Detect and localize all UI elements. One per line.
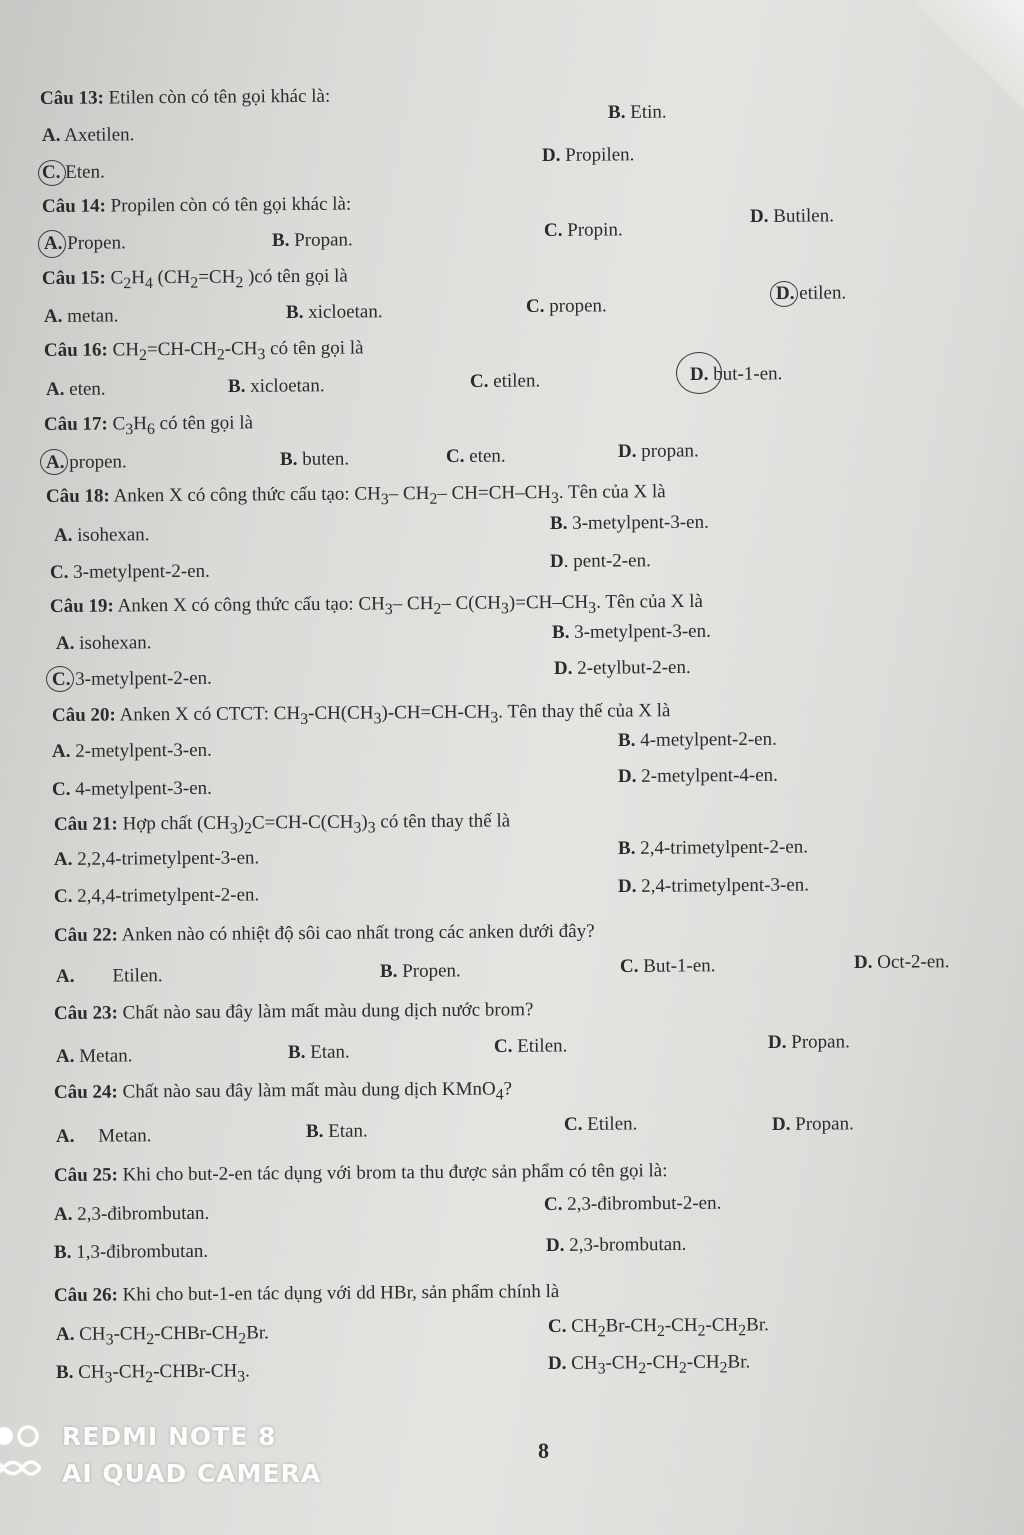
q21-option-a: A. 2,2,4-trimetylpent-3-en.	[53, 847, 260, 870]
watermark-device: REDMI NOTE 8	[62, 1422, 277, 1451]
q17-option-c: C. eten.	[445, 445, 506, 467]
q19-option-d: D. 2-etylbut-2-en.	[553, 656, 691, 679]
page-number: 8	[538, 1438, 549, 1463]
q20-option-a: A. 2-metylpent-3-en.	[51, 739, 212, 762]
q15-option-c: C. propen.	[525, 295, 607, 317]
question-21: Câu 21: Hợp chất $(CH_3)_2C=CH-C(CH_3)_3$ có tên thay thế là	[53, 810, 511, 838]
question-23: Câu 23: Chất nào sau đây làm mất màu dung dịch nước brom?	[53, 999, 534, 1024]
q17-option-d: D. propan.	[617, 440, 699, 462]
q26-option-c: C. $CH_2Br-CH_2-CH_2-CH_2Br$.	[547, 1314, 769, 1341]
answer-circle-mark	[770, 281, 798, 307]
question-15: Câu 15: $C_2H_4$ ($CH_2=CH_2$ )có tên gọi là	[41, 265, 348, 293]
question-24: Câu 24: Chất nào sau đây làm mất màu dung dịch KMnO$_4$?	[53, 1078, 513, 1104]
q26-option-a: A. $CH_3-CH_2-CHBr-CH_2Br$.	[55, 1322, 269, 1349]
q25-option-a: A. 2,3-đibrombutan.	[53, 1202, 210, 1225]
q24-option-d: D. Propan.	[771, 1113, 854, 1135]
q23-option-b: B. Etan.	[287, 1041, 350, 1063]
q13-option-d: D. Propilen.	[541, 144, 635, 166]
q26-option-d: D. $CH_3-CH_2-CH_2-CH_2Br$.	[547, 1351, 751, 1378]
q16-option-d: D. but-1-en.	[689, 363, 783, 385]
q23-option-d: D. Propan.	[767, 1031, 850, 1053]
answer-circle-mark	[38, 160, 66, 186]
q25-option-c: C. 2,3-đibrombut-2-en.	[543, 1192, 722, 1215]
q22-option-a: A. Etilen.	[55, 965, 163, 987]
watermark-camera: AI QUAD CAMERA	[62, 1459, 322, 1488]
q18-option-a: A. isohexan.	[53, 524, 150, 546]
q16-option-b: B. xicloetan.	[227, 375, 325, 397]
q24-option-a: A. Metan.	[55, 1125, 152, 1147]
q22-option-b: B. Propen.	[379, 960, 461, 982]
answer-circle-mark	[38, 230, 66, 258]
q26-option-b: B. $CH_3-CH_2-CHBr-CH_3$.	[55, 1360, 250, 1387]
q20-option-c: C. 4-metylpent-3-en.	[51, 777, 212, 800]
q19-option-a: A. isohexan.	[55, 632, 152, 654]
q21-option-d: D. 2,4-trimetylpent-3-en.	[617, 874, 810, 897]
q18-option-c: C. 3-metylpent-2-en.	[49, 560, 210, 583]
q23-option-c: C. Etilen.	[493, 1035, 568, 1057]
q19-option-b: B. 3-metylpent-3-en.	[551, 620, 711, 643]
q15-option-d: D. etilen.	[775, 282, 847, 304]
question-25: Câu 25: Khi cho but-2-en tác dụng với brom ta thu được sản phẩm có tên gọi là:	[53, 1160, 668, 1186]
page-fold	[904, 0, 1024, 120]
q13-option-a: A. Axetilen.	[41, 124, 135, 146]
q25-option-b: B. 1,3-đibrombutan.	[53, 1240, 209, 1263]
camera-logo-icon	[0, 1420, 46, 1484]
q17-option-b: B. buten.	[279, 448, 350, 470]
answer-circle-mark	[676, 352, 722, 394]
question-20: Câu 20: Anken X có CTCT: $CH_3-CH(CH_3)-CH=CH-CH_3$. Tên thay thế của X là	[51, 700, 671, 728]
q14-option-d: D. Butilen.	[749, 205, 835, 227]
q24-option-b: B. Etan.	[305, 1120, 368, 1142]
q22-option-d: D. Oct-2-en.	[853, 951, 950, 973]
q17-option-a: A. propen.	[45, 451, 127, 473]
q20-option-b: B. 4-metylpent-2-en.	[617, 728, 777, 751]
q21-option-b: B. 2,4-trimetylpent-2-en.	[617, 836, 809, 859]
q16-option-a: A. eten.	[45, 378, 106, 400]
question-16: Câu 16: $CH_2=CH-CH_2-CH_3$ có tên gọi là	[43, 337, 364, 365]
q14-option-b: B. Propan.	[271, 229, 353, 251]
question-13: Câu 13: Etilen còn có tên gọi khác là:	[39, 85, 331, 109]
answer-circle-mark	[40, 449, 68, 475]
q25-option-d: D. 2,3-brombutan.	[545, 1233, 687, 1256]
q16-option-c: C. etilen.	[469, 370, 541, 392]
q13-option-c: C. Eten.	[41, 161, 105, 183]
q22-option-c: C. But-1-en.	[619, 955, 716, 977]
q19-option-c: C. 3-metylpent-2-en.	[51, 667, 212, 690]
q13-option-b: B. Etin.	[607, 101, 667, 123]
q15-option-b: B. xicloetan.	[285, 301, 383, 323]
question-17: Câu 17: $C_3H_6$ có tên gọi là	[43, 412, 254, 439]
q18-option-b: B. 3-metylpent-3-en.	[549, 511, 709, 534]
question-26: Câu 26: Khi cho but-1-en tác dụng với dd HBr, sản phẩm chính là	[53, 1281, 560, 1306]
q15-option-a: A. metan.	[43, 305, 119, 327]
question-14: Câu 14: Propilen còn có tên gọi khác là:	[41, 193, 352, 217]
answer-circle-mark	[46, 666, 74, 692]
q20-option-d: D. 2-metylpent-4-en.	[617, 764, 778, 787]
q21-option-c: C. 2,4,4-trimetylpent-2-en.	[53, 884, 260, 907]
q23-option-a: A. Metan.	[55, 1045, 133, 1067]
q14-option-c: C. Propin.	[543, 219, 623, 241]
question-22: Câu 22: Anken nào có nhiệt độ sôi cao nhất trong các anken dưới đây?	[53, 920, 595, 946]
question-18: Câu 18: Anken X có công thức cấu tạo: $CH_3-$ $CH_2-$ $CH=CH-CH_3$. Tên của X là	[45, 481, 666, 509]
q14-option-a: A. Propen.	[43, 232, 126, 254]
q24-option-c: C. Etilen.	[563, 1113, 638, 1135]
q18-option-d: D. pent-2-en.	[549, 550, 651, 572]
question-19: Câu 19: Anken X có công thức cấu tạo: $CH_3-$ $CH_2-$ $C(CH_3)=CH-CH_3$. Tên của X là	[49, 590, 703, 619]
